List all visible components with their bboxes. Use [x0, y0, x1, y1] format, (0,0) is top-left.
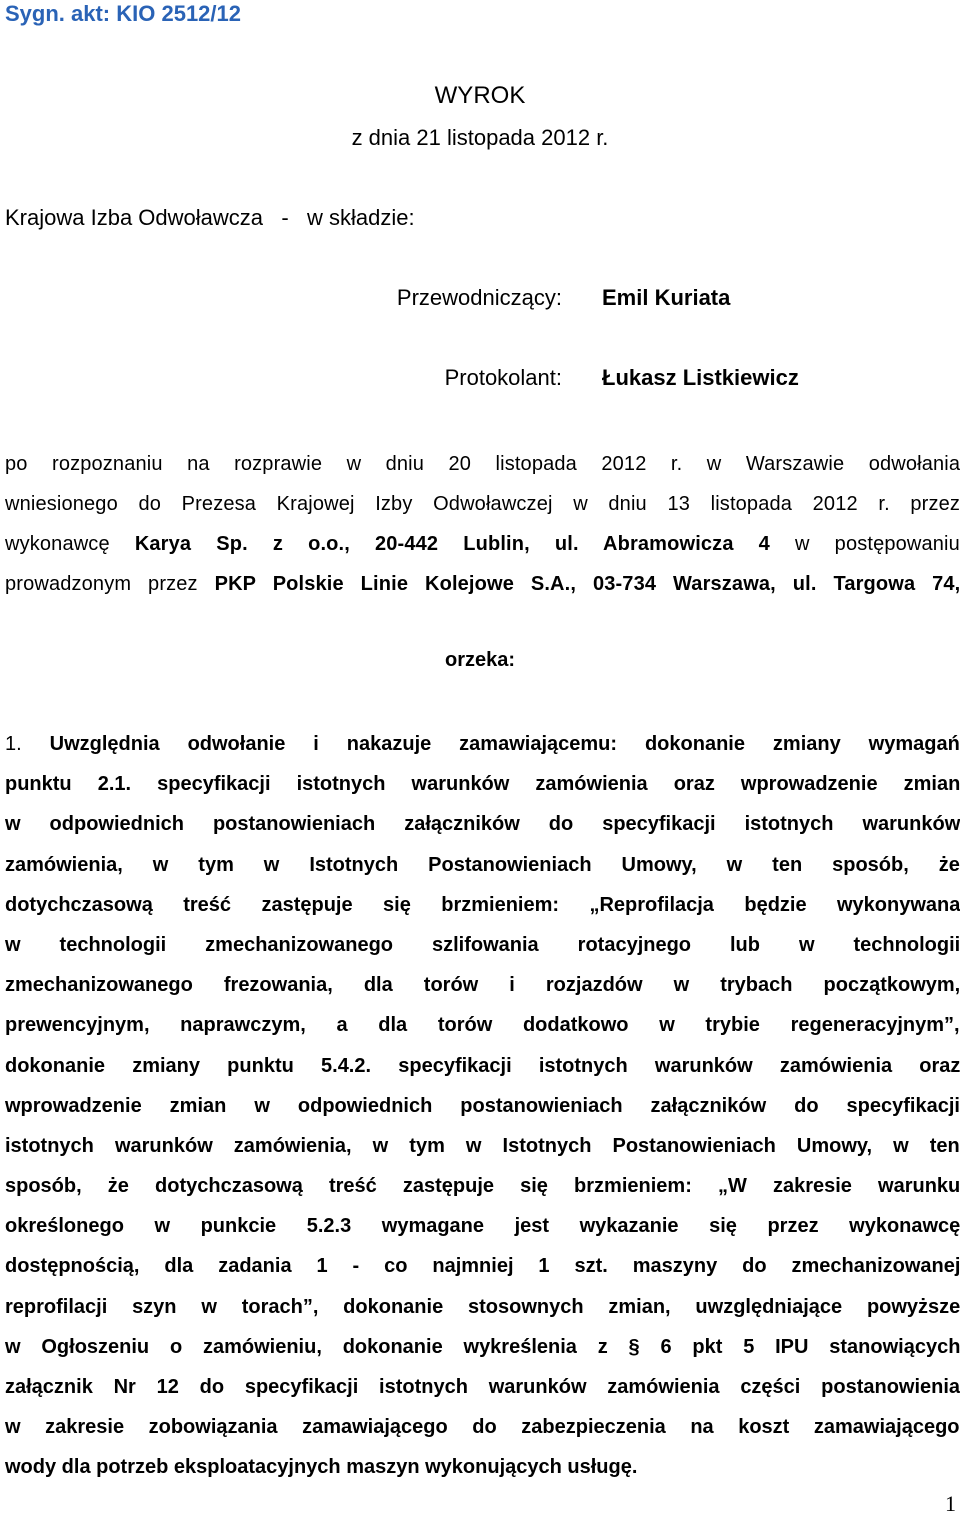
- ruling-line: w zakresie zobowiązania zamawiającego do zabezpieczenia na koszt zamawiającego: [5, 1416, 960, 1439]
- ruling-line: wprowadzenie zmian w odpowiednich postanowieniach załączników do specyfikacji: [5, 1094, 960, 1117]
- page-number: 1: [945, 1491, 956, 1516]
- intro-text: prowadzonym przez: [5, 573, 215, 595]
- ruling-line: dokonanie zmiany punktu 5.4.2. specyfikacji istotnych warunków zamówienia oraz: [5, 1054, 960, 1077]
- appellant-name: Karya Sp. z o.o., 20-442 Lublin, ul. Abramowicza 4: [134, 533, 770, 555]
- ruling-line: określonego w punkcie 5.2.3 wymagane jest wykazanie się przez wykonawcę: [5, 1215, 960, 1238]
- verdict-date: z dnia 21 listopada 2012 r.: [351, 125, 609, 150]
- ruling-line: istotnych warunków zamówienia, w tym w Istotnych Postanowieniach Umowy, w ten: [5, 1134, 960, 1157]
- chamber-text: Krajowa Izba Odwoławcza - w składzie:: [5, 205, 415, 230]
- decision-heading: orzeka:: [444, 649, 516, 671]
- case-reference: Sygn. akt: KIO 2512/12: [5, 1, 241, 26]
- ruling-line: sposób, że dotychczasową treść zastępuje się brzmieniem: „W zakresie warunku: [5, 1175, 960, 1198]
- contracting-authority: PKP Polskie Linie Kolejowe S.A., 03-734 Warszawa, ul. Targowa 74,: [214, 573, 960, 595]
- ruling-text: Uwzględnia odwołanie i nakazuje zamawiającemu: dokonanie zmiany wymagań: [49, 733, 960, 755]
- chamber-composition: [5, 204, 415, 232]
- intro-text: w postępowaniu: [769, 533, 960, 555]
- ruling-line: zamówienia, w tym w Istotnych Postanowieniach Umowy, w ten sposób, że: [5, 853, 960, 876]
- clerk-label: Protokolant:: [444, 365, 562, 390]
- intro-line: [5, 564, 960, 604]
- ruling-line: [5, 724, 960, 764]
- intro-line: po rozpoznaniu na rozprawie w dniu 20 listopada 2012 r. w Warszawie odwołania: [5, 453, 960, 475]
- chair-name: Emil Kuriata: [602, 285, 731, 310]
- ruling-line: w Ogłoszeniu o zamówieniu, dokonanie wykreślenia z § 6 pkt 5 IPU stanowiących: [5, 1335, 960, 1358]
- intro-text: wykonawcę: [5, 533, 135, 555]
- ruling-paragraph: [5, 724, 960, 1488]
- ruling-line: załącznik Nr 12 do specyfikacji istotnych warunków zamówienia części postanowienia: [5, 1376, 960, 1398]
- ruling-line: dotychczasową treść zastępuje się brzmieniem: „Reprofilacja będzie wykonywana: [5, 893, 960, 916]
- intro-line: [5, 524, 960, 564]
- ruling-line: wody dla potrzeb eksploatacyjnych maszyn wykonujących usługę.: [5, 1456, 638, 1479]
- ruling-line: zmechanizowanego frezowania, dla torów i rozjazdów w trybach początkowym,: [5, 974, 960, 997]
- ruling-line: prewencyjnym, naprawczym, a dla torów dodatkowo w trybie regeneracyjnym”,: [5, 1014, 960, 1037]
- intro-paragraph: [5, 444, 960, 604]
- ruling-line: punktu 2.1. specyfikacji istotnych warunków zamówienia oraz wprowadzenie zmian: [5, 773, 960, 796]
- chair-label: Przewodniczący:: [396, 285, 562, 310]
- ruling-line: w odpowiednich postanowieniach załączników do specyfikacji istotnych warunków: [5, 813, 960, 836]
- verdict-title: WYROK: [434, 82, 526, 109]
- ruling-line: reprofilacji szyn w torach”, dokonanie stosownych zmian, uwzględniające powyższe: [5, 1295, 960, 1318]
- ruling-line: dostępnością, dla zadania 1 - co najmniej 1 szt. maszyny do zmechanizowanej: [5, 1255, 960, 1278]
- ruling-number: 1.: [5, 733, 50, 755]
- ruling-line: w technologii zmechanizowanego szlifowania rotacyjnego lub w technologii: [5, 933, 960, 956]
- clerk-name: Łukasz Listkiewicz: [602, 365, 799, 390]
- intro-line: wniesionego do Prezesa Krajowej Izby Odwoławczej w dniu 13 listopada 2012 r. przez: [5, 493, 960, 515]
